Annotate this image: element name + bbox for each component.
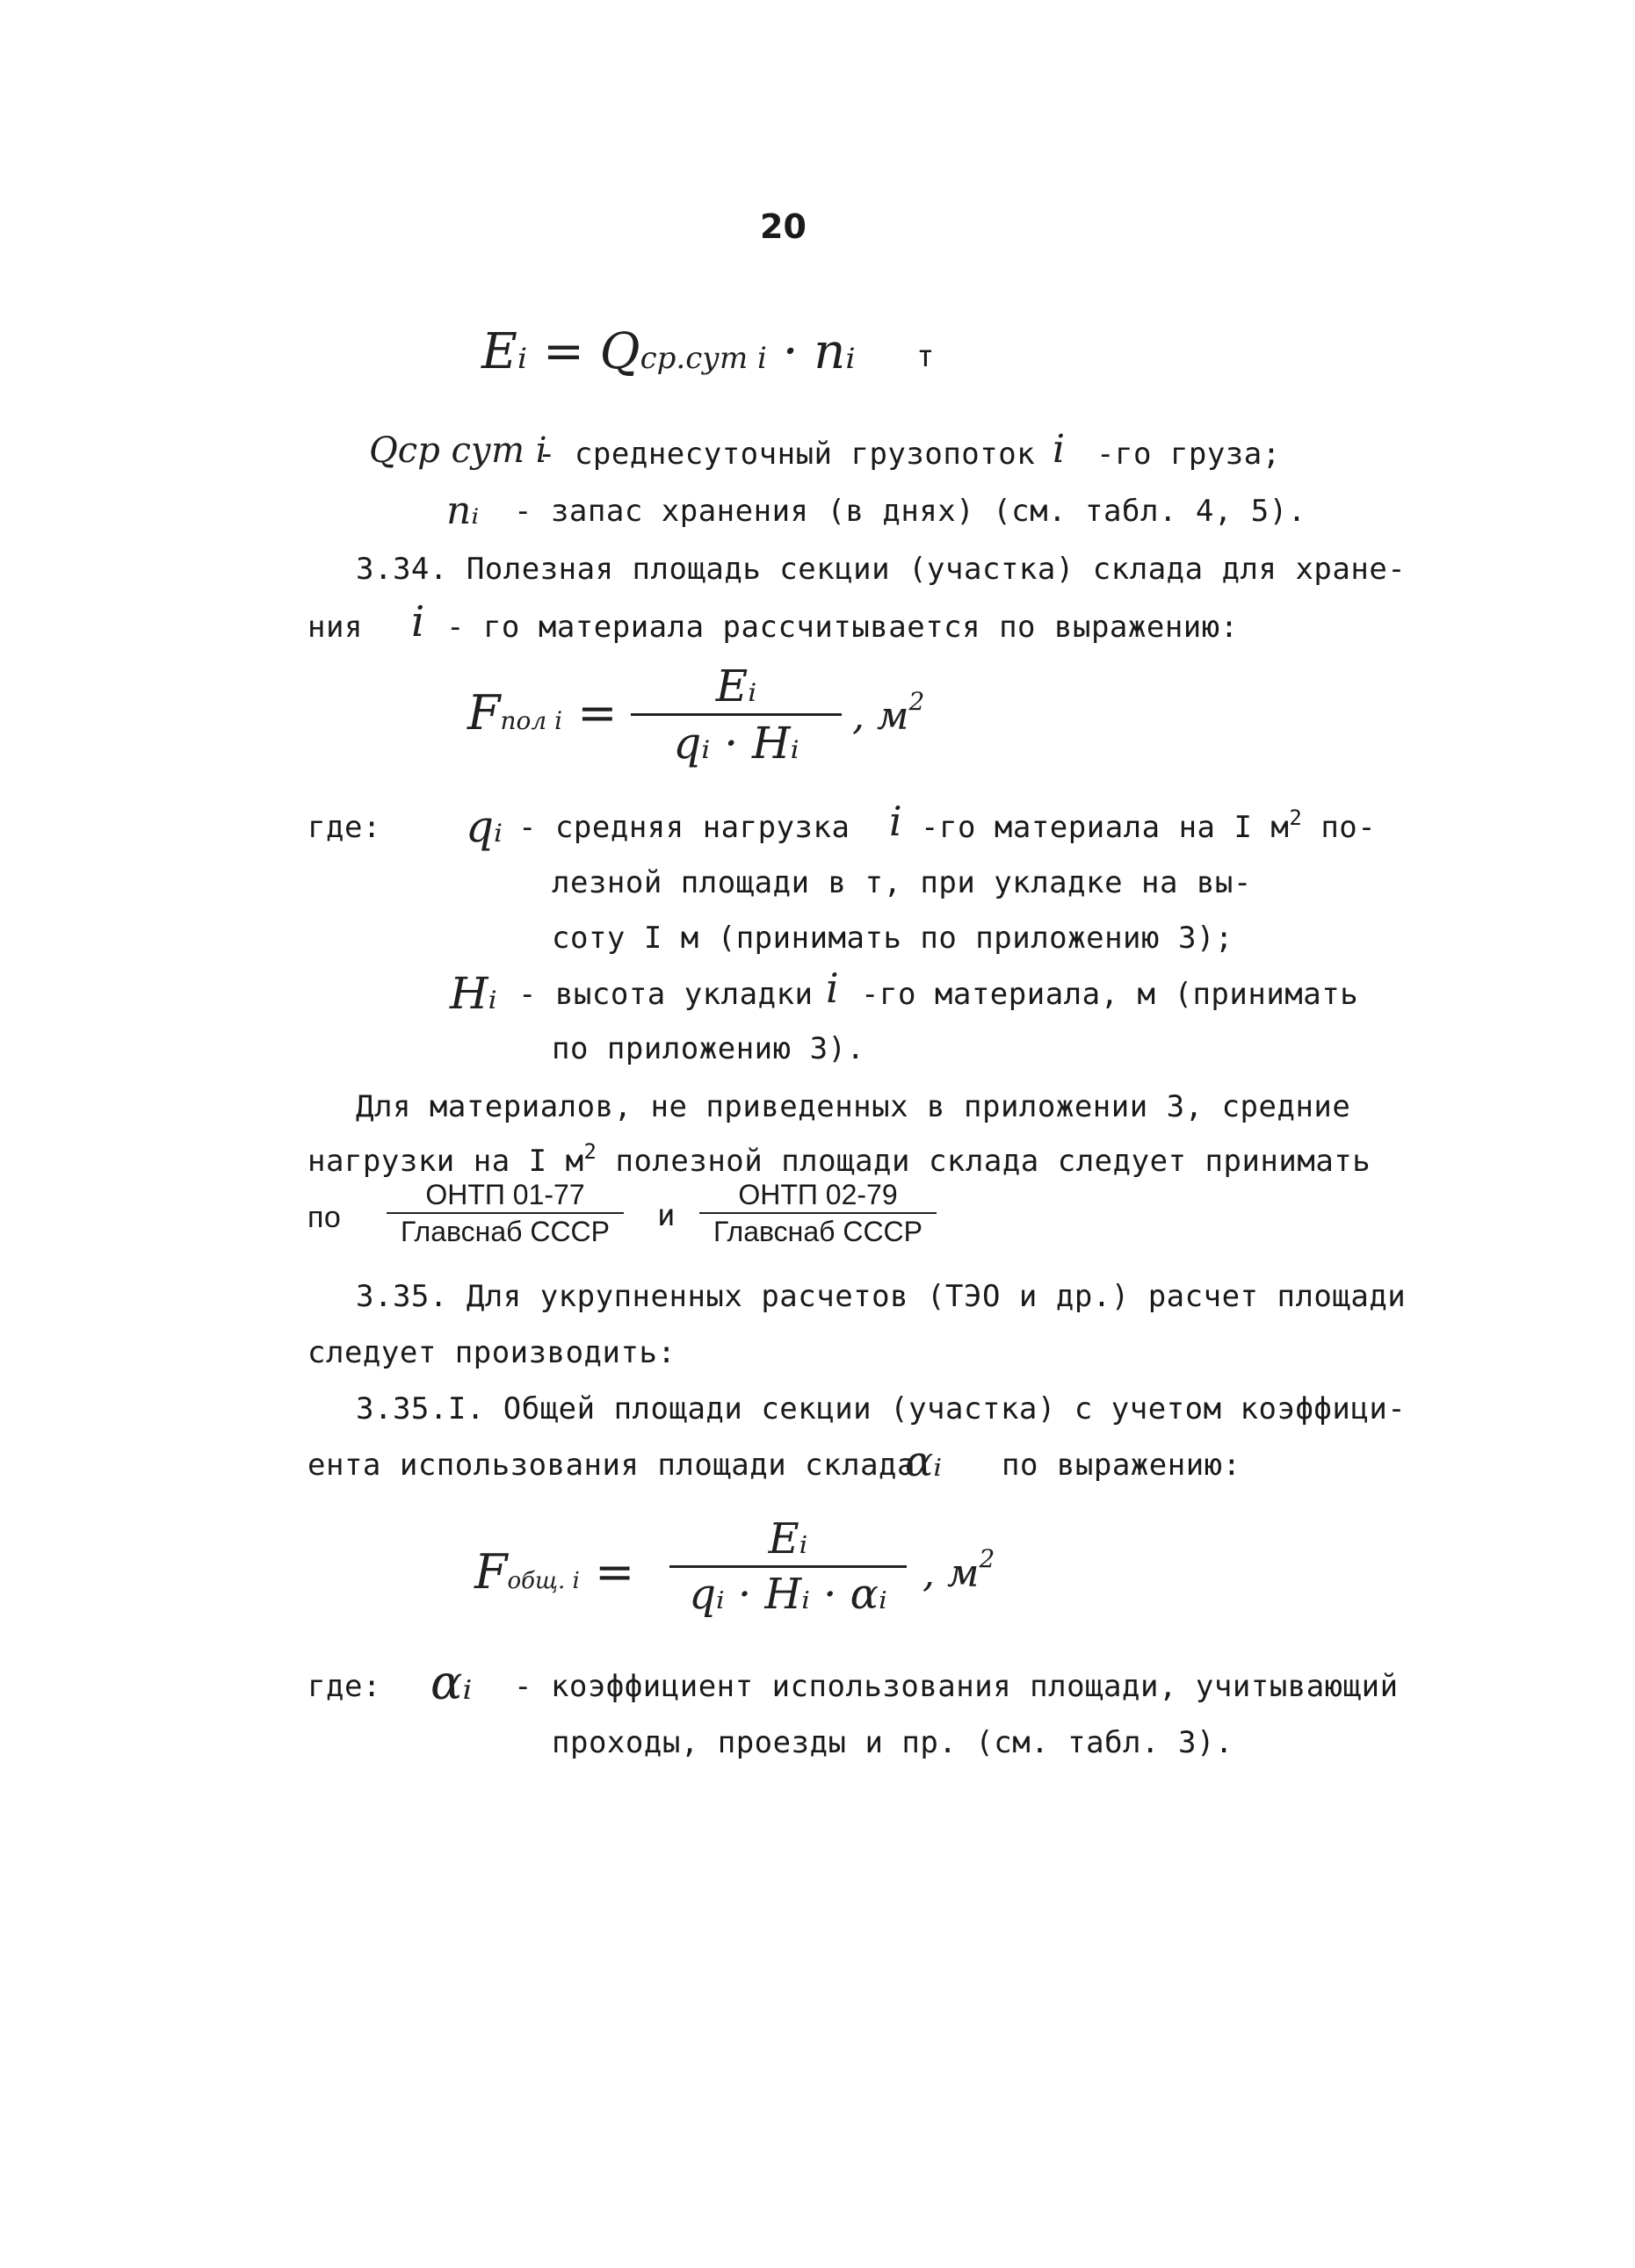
formula-fobsh-f: F (474, 1544, 508, 1600)
p334-line2-idx: i (411, 597, 425, 646)
def-alpha-line1: - коэффициент использования площади, учитывающий (514, 1669, 1399, 1704)
where-label: где: (307, 810, 381, 845)
def-qi-l1c: по- (1302, 810, 1377, 845)
formula-fpol-sub: пол i (500, 706, 563, 735)
formula-e-sub: ср.сут i (640, 341, 767, 376)
formula-fpol-eq: = (577, 685, 618, 740)
formula-fpol-unit-sup: 2 (908, 687, 925, 716)
norm1-top: ОНТП 01-77 (425, 1179, 585, 1210)
formula-fobsh-unit-sup: 2 (979, 1544, 995, 1573)
norm1-bottom: Главснаб СССР (401, 1216, 610, 1247)
formula-fobsh-den: qᵢ · Hᵢ · αᵢ (689, 1570, 887, 1619)
formula-fobsh-num: Eᵢ (768, 1514, 808, 1564)
page-number: 20 (760, 207, 807, 246)
def-alpha-line2: проходы, проезды и пр. (см. табл. 3). (552, 1725, 1233, 1760)
formula-e (481, 323, 856, 380)
def-qi-l1a: - средняя нагрузка (518, 810, 850, 845)
note-po: по (307, 1201, 342, 1234)
def-q-text: - среднесуточный грузопоток (538, 437, 1036, 472)
def-hi-idx: i (826, 964, 839, 1012)
formula-fobsh-eq: = (595, 1544, 635, 1600)
norm2-bar (699, 1212, 937, 1214)
norm1-bar (387, 1212, 624, 1214)
formula-fpol-f: F (467, 685, 501, 740)
def-q-tail: -го груза; (1096, 437, 1281, 472)
formula-fobsh-lhs (474, 1544, 634, 1600)
fraction-bar (631, 713, 842, 716)
def-n-text: - запас хранения (в днях) (см. табл. 4, 5). (514, 494, 1306, 529)
formula-fpol-fraction (631, 661, 842, 769)
p3351-sym: αᵢ (905, 1437, 943, 1486)
note-line1: Для материалов, не приведенных в приложении 3, средние (356, 1089, 1351, 1124)
norm2 (699, 1179, 937, 1247)
p334-line1: 3.34. Полезная площадь секции (участка) склада для хране- (356, 552, 1407, 587)
p335-line1: 3.35. Для укрупненных расчетов (ТЭО и др.) расчет площади (356, 1279, 1407, 1314)
def-alpha-symbol: αᵢ (430, 1655, 473, 1710)
note-l2-sup: 2 (583, 1139, 597, 1164)
formula-e-rhs: · nᵢ (782, 323, 856, 380)
def-qi-line3: соту I м (принимать по приложению 3); (552, 921, 1233, 956)
fraction-bar-2 (669, 1565, 907, 1568)
formula-fpol-lhs (467, 685, 617, 740)
def-qi-line2: лезной площади в т, при укладке на вы- (552, 865, 1252, 900)
formula-fobsh-sub: общ. i (507, 1568, 580, 1594)
note-l2a: нагрузки на I м (307, 1144, 584, 1179)
formula-fpol-unit-text: , м (852, 694, 909, 739)
formula-fpol-den: qᵢ · Hᵢ (673, 718, 799, 769)
formula-e-unit: т (916, 339, 935, 374)
p3351-line2-b: по выражению: (1002, 1448, 1241, 1483)
def-hi-l1b: -го материала, м (принимать (861, 977, 1359, 1012)
def-qi-symbol: qᵢ (466, 801, 503, 852)
p334-line2-a: ния (307, 610, 363, 645)
def-n-symbol: nᵢ (446, 488, 480, 533)
def-q-idx: i (1053, 427, 1066, 472)
formula-fobsh-fraction (669, 1514, 907, 1619)
formula-fpol-unit (852, 687, 925, 739)
note-line2 (307, 1139, 1371, 1181)
norm2-bottom: Главснаб СССР (713, 1216, 922, 1247)
def-hi-line2: по приложению 3). (552, 1031, 865, 1066)
note-l2b: полезной площади склада следует принимать (597, 1144, 1371, 1179)
p334-line2-b: - го материала рассчитывается по выражению: (446, 610, 1239, 645)
p3351-line2-a: ента использования площади склада (307, 1448, 916, 1483)
formula-fobsh-unit-text: , м (922, 1551, 980, 1596)
def-hi-symbol: Hᵢ (450, 968, 497, 1019)
def-q-symbol: Qср сут i (369, 430, 547, 471)
formula-fpol-num: Eᵢ (715, 661, 757, 711)
where-label-2: где: (307, 1669, 381, 1704)
p335-line2: следует производить: (307, 1335, 676, 1370)
formula-fobsh-unit (922, 1544, 995, 1596)
def-qi-line1-b (921, 805, 1377, 848)
p3351-line1: 3.35.I. Общей площади секции (участка) с учетом коэффици- (356, 1391, 1407, 1427)
def-qi-l1b: -го материала на I м (921, 810, 1290, 845)
norm-and: и (657, 1198, 676, 1233)
def-qi-l1-sup: 2 (1289, 805, 1303, 830)
def-qi-line1 (518, 810, 850, 845)
norm2-top: ОНТП 02-79 (738, 1179, 898, 1210)
def-qi-idx: i (889, 798, 902, 845)
def-hi-l1a: - высота укладки (518, 977, 814, 1012)
norm1 (387, 1179, 624, 1247)
formula-e-lhs: Eᵢ = Q (481, 323, 640, 380)
